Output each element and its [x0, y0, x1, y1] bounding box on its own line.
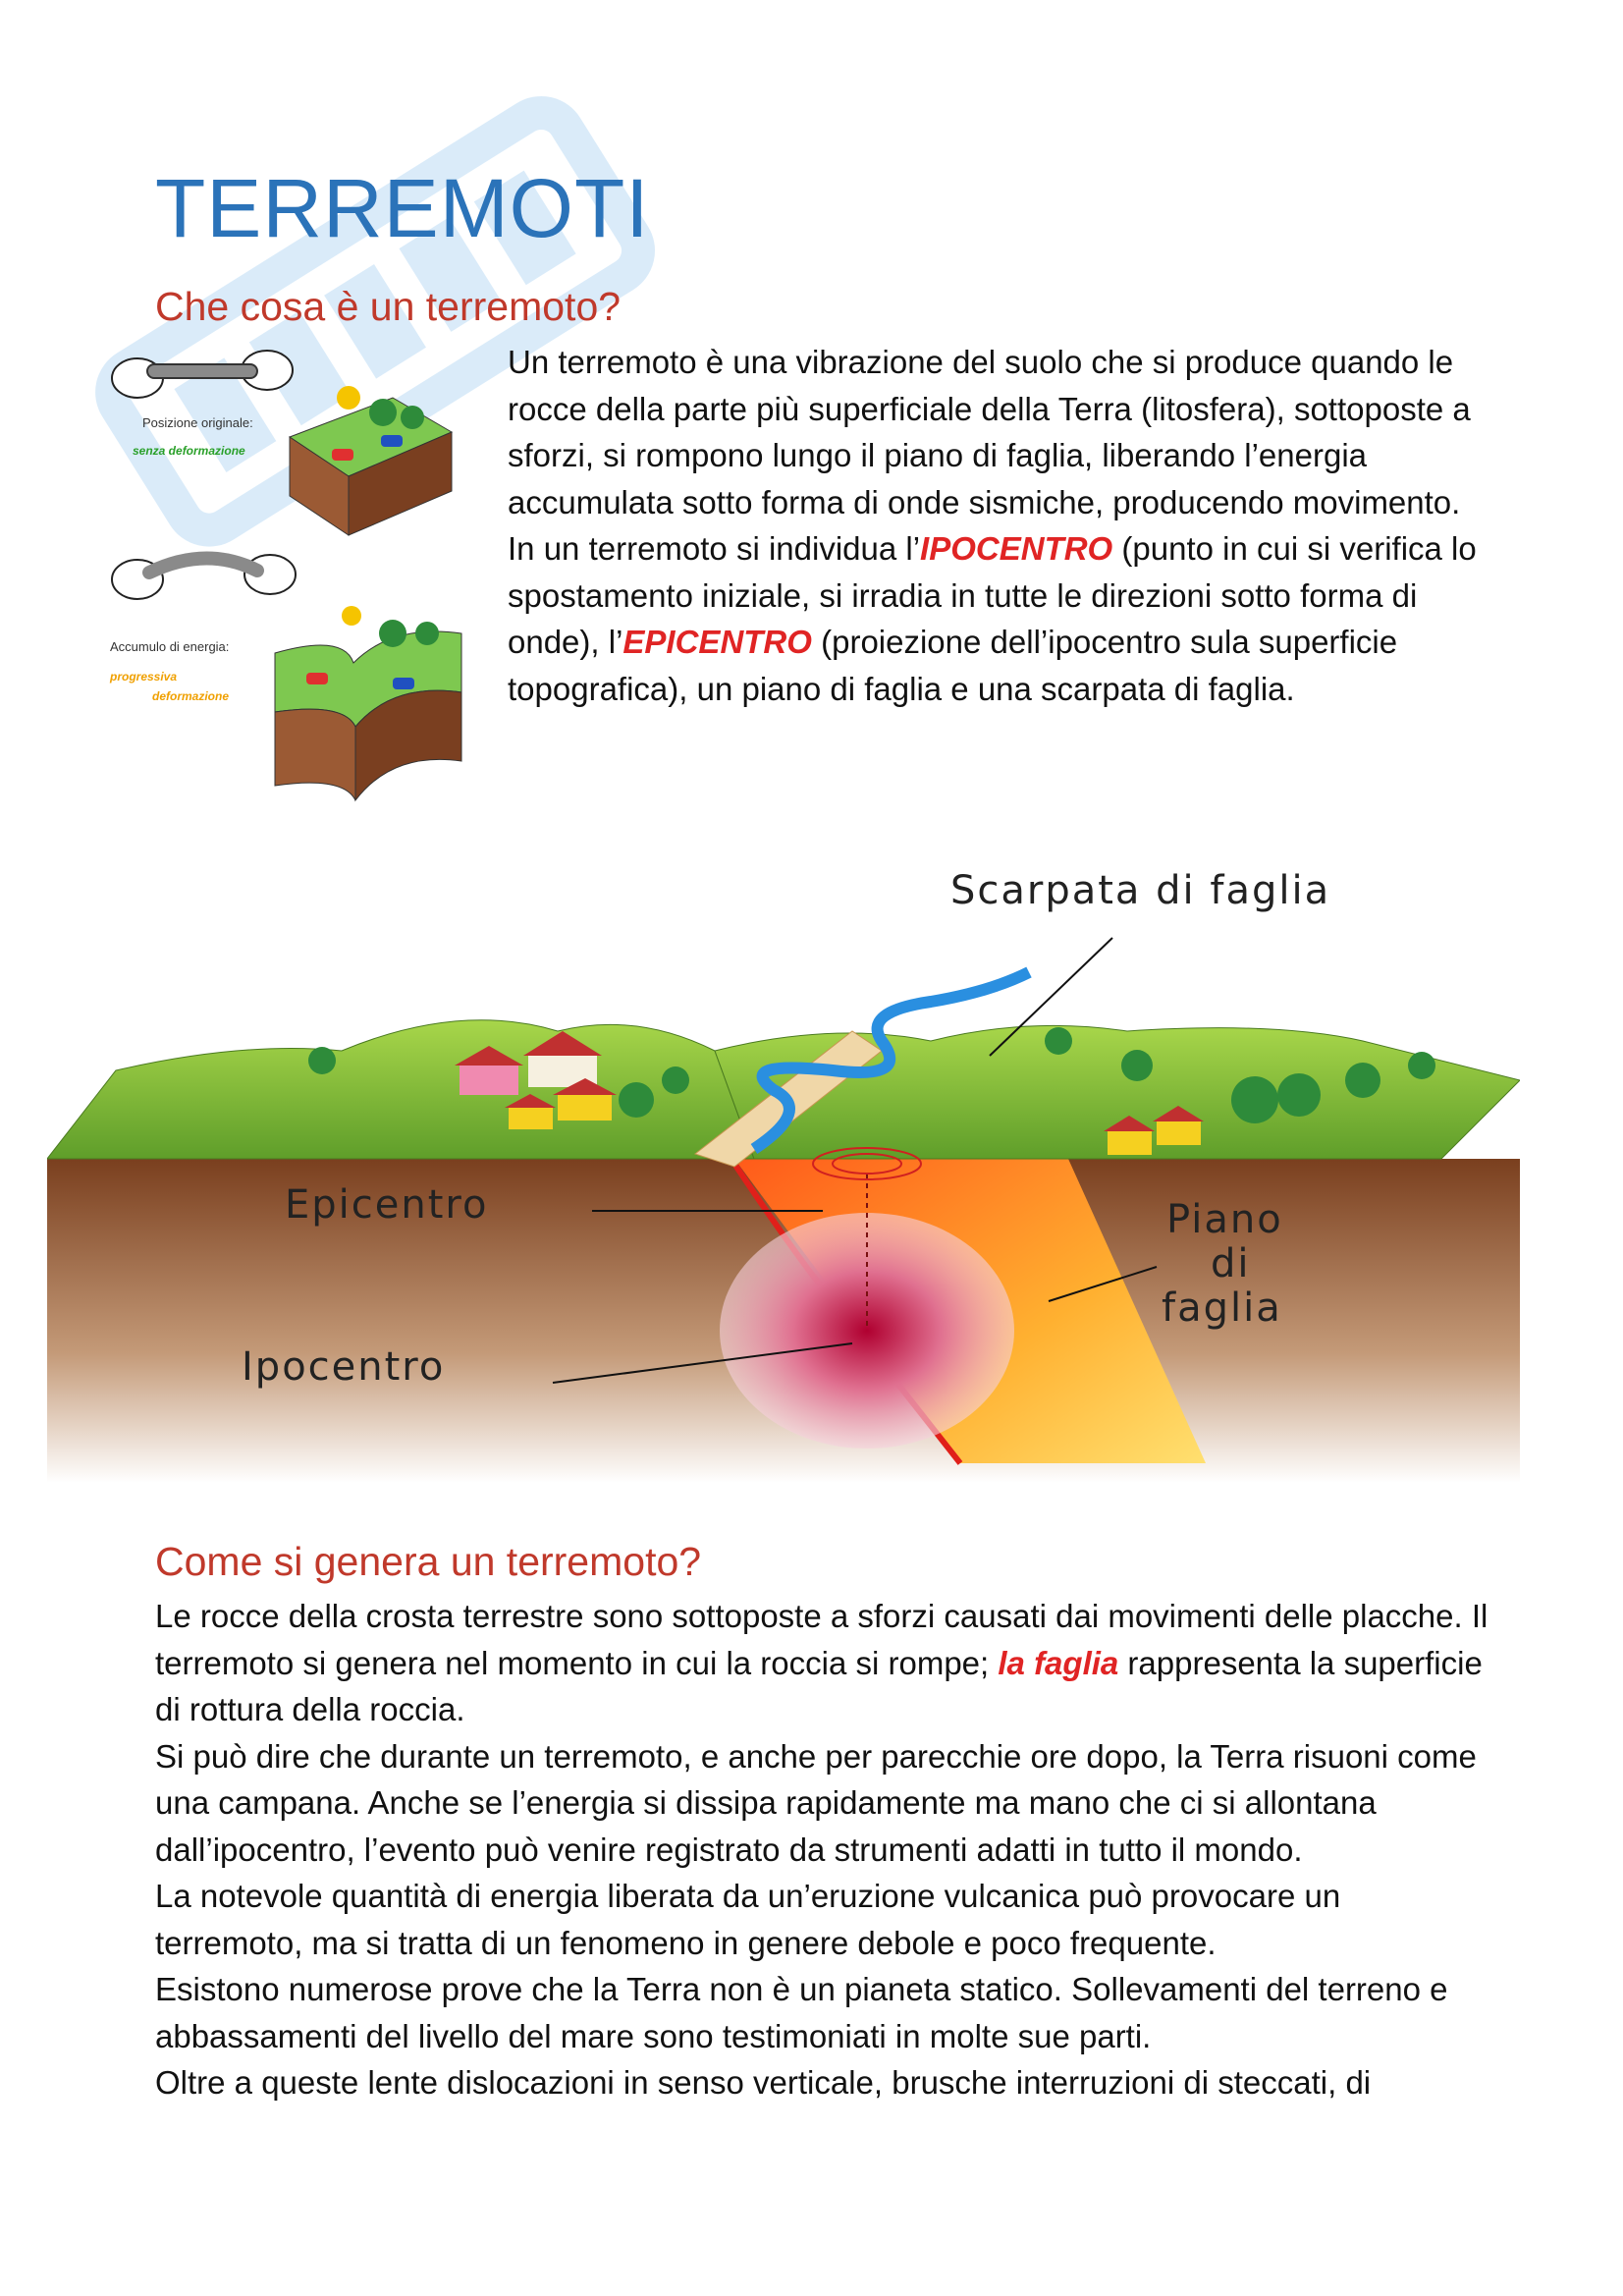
body-paragraph-3: La notevole quantità di energia liberata da un’eruzione vulcanica può provocare un terremoto, ma si tratta di un fenomeno in genere debole e poco frequente. [155, 1878, 1341, 1961]
body-paragraph-1 [155, 1593, 1490, 1733]
intro-p2-c: (proiezione dell’ipocentro sula superficie topografica), un piano di faglia e una scarpata di faglia. [508, 624, 1398, 707]
page-title: TERREMOTI [155, 162, 650, 254]
label-no-deformation: senza deformazione [133, 444, 245, 458]
body-text [155, 1593, 1490, 2106]
intro-p2-a: In un terremoto si individua l’ [508, 530, 921, 567]
body-paragraph-4: Esistono numerose prove che la Terra non è un pianeta statico. Sollevamenti del terreno e abbassamenti del livello del mare sono testimoniati in molte sue parti. [155, 1971, 1448, 2054]
section-heading-how: Come si genera un terremoto? [155, 1539, 702, 1584]
label-epicentro: Epicentro [285, 1182, 489, 1228]
label-original-position: Posizione originale: [142, 415, 253, 430]
term-ipocentro: IPOCENTRO [920, 530, 1113, 567]
intro-p2-b: (punto in cui si verifica lo spostamento iniziale, si irradia in tutte le direzioni sotto forma di onde), l’ [508, 530, 1477, 660]
term-faglia: la faglia [998, 1644, 1119, 1681]
label-piano-1: Piano [1166, 1197, 1283, 1242]
body-p1-a: Le rocce della crosta terrestre sono sottoposte a sforzi causati dai movimenti delle placche. Il terremoto si genera nel momento in cui la roccia si rompe; [155, 1598, 1488, 1681]
section-heading-what: Che cosa è un terremoto? [155, 284, 622, 329]
body-p1-b: rappresenta la superficie di rottura della roccia. [155, 1644, 1483, 1727]
term-epicentro: EPICENTRO [622, 624, 812, 660]
block-undeformed [290, 386, 452, 535]
body-paragraph-2: Si può dire che durante un terremoto, e anche per parecchie ore dopo, la Terra risuoni come una campana. Anche se l’energia si dissipa rapidamente ma mano che ci si allontana dall’ipocentro, l’evento può venire registrato da strumenti adatti in tutto il mondo. [155, 1737, 1477, 1868]
intro-text [508, 339, 1489, 712]
label-scarpata: Scarpata di faglia [950, 868, 1331, 913]
label-energy-accumulation: Accumulo di energia: [110, 639, 230, 654]
straight-bar-hands [112, 351, 293, 398]
label-deformation: deformazione [152, 689, 230, 703]
intro-paragraph-1: Un terremoto è una vibrazione del suolo che si produce quando le rocce della parte più superficiale della Terra (litosfera), sottoposte a sforzi, si rompono lungo il piano di faglia, liberando l’energia accumulata sotto forma di onde sismiche, producendo movimento. [508, 344, 1471, 520]
label-piano-3: faglia [1162, 1285, 1282, 1331]
bent-bar-hands [112, 555, 296, 599]
fault-diagram [47, 854, 1520, 1488]
body-paragraph-5: Oltre a queste lente dislocazioni in senso verticale, brusche interruzioni di steccati, di [155, 2064, 1372, 2101]
block-deformed [275, 606, 461, 800]
deformation-illustration [98, 339, 471, 810]
label-ipocentro: Ipocentro [242, 1344, 446, 1390]
intro-paragraph-2 [508, 525, 1489, 712]
label-progressive: progressiva [110, 670, 178, 683]
label-piano-2: di [1211, 1241, 1251, 1286]
